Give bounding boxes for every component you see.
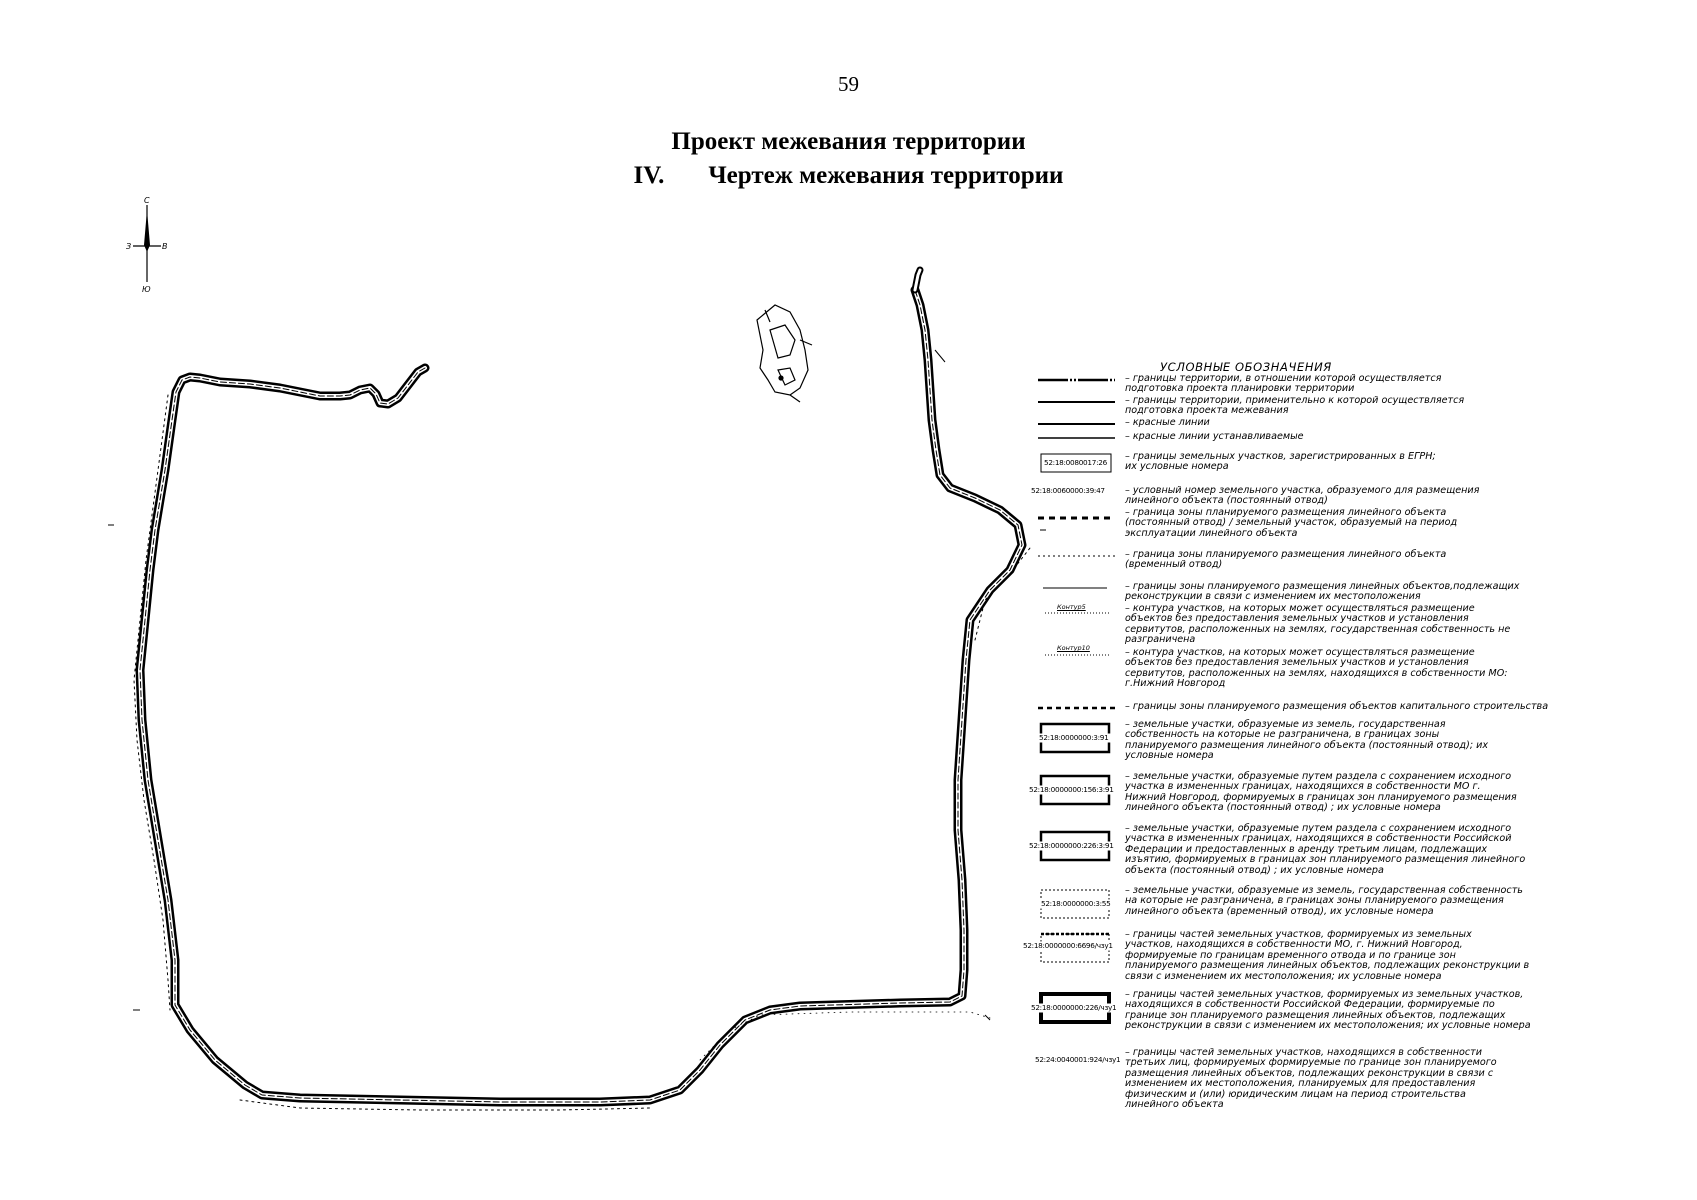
- legend-text: – границы зоны планируемого размещения линейных объектов,подлежащих реконструкции в связи с изменением их местоположения: [1125, 581, 1520, 603]
- legend-title: УСЛОВНЫЕ ОБОЗНАЧЕНИЯ: [1160, 360, 1332, 374]
- legend-symbol-label: 52:18:0000000:156:3:91: [1029, 785, 1114, 794]
- legend-text: – красные линии устанавливаемые: [1125, 431, 1304, 442]
- compass-east-label: В: [162, 242, 168, 251]
- legend-symbol-label: Контур10: [1057, 644, 1090, 652]
- section-title: Чертеж межевания территории: [708, 162, 1064, 189]
- line-dash-dot-icon: [1035, 374, 1120, 386]
- legend-symbol-label: 52:18:0080017:26: [1044, 458, 1107, 467]
- line-dashed-icon: [1035, 702, 1120, 714]
- line-dotted-icon: [1035, 550, 1120, 562]
- legend-symbol-label: 52:18:0000000:226:3:91: [1029, 841, 1114, 850]
- legend-text: – границы частей земельных участков, формируемых из земельных участков, находящихся в собственности МО, г. Нижний Новгород, формируемые по границам временного отвода и по границе зон планируемого размещения линейных объектов, подлежащих реконструкции в связи с изменением их местоположения; их условные номера: [1125, 929, 1530, 982]
- legend-text: – границы частей земельных участков, находящихся в собственности третьих лиц, формируемых формируемые по границе зон планируемого размещения линейных объектов, подлежащих реконструкции в связи с изменением их местоположения, планируемых для предоставления физическим и (или) юридическим лицам на период строительства линейного объекта: [1125, 1047, 1497, 1111]
- legend-symbol-label: 52:18:0000000:3:55: [1041, 899, 1111, 908]
- compass-rose-icon: [126, 196, 168, 294]
- contour-line-icon: [1035, 648, 1120, 660]
- page-number: 59: [838, 72, 859, 96]
- contour-line-icon: [1035, 604, 1120, 616]
- line-thin-icon: [1035, 396, 1120, 408]
- compass-south-label: Ю: [142, 285, 151, 294]
- building-block: [757, 305, 812, 402]
- section-number: IV.: [633, 162, 665, 189]
- legend-text: – границы земельных участков, зарегистрированных в ЕГРН; их условные номера: [1125, 451, 1436, 473]
- legend-symbol-label: 52:24:0040001:924/чзу1: [1035, 1055, 1121, 1064]
- line-red-icon: [1035, 418, 1120, 430]
- legend-text: – красные линии: [1125, 417, 1210, 428]
- map-marks: [108, 350, 1046, 1020]
- legend-text: – контура участков, на которых может осуществляться размещение объектов без предоставления земельных участков и установления сервитутов, расположенных на землях, находящихся в собственности МО: г.Нижний Новгород: [1125, 647, 1508, 690]
- line-bold-dash-icon: [1035, 512, 1120, 524]
- compass-north-label: С: [144, 196, 150, 205]
- legend-text: – земельные участки, образуемые путем раздела с сохранением исходного участка в измененных границах, находящихся в собственности Российской Федерации и предоставленных в аренду третьим лицам, подлежащих изъятию, формируемых в границах зон планируемого размещения линейного объекта (постоянный отвод) ; их условные номера: [1125, 823, 1526, 876]
- line-red-established-icon: [1035, 432, 1120, 444]
- legend-text: – границы частей земельных участков, формируемых из земельных участков, находящихся в собственности Российской Федерации, формируемые по границе зон планируемого размещения линейных объектов, подлежащих реконструкции в связи с изменением их местоположения; их условные номера: [1125, 989, 1531, 1032]
- compass-west-label: З: [126, 242, 132, 251]
- legend-symbol-label: 52:18:0000000:226/чзу1: [1031, 1003, 1117, 1012]
- legend-text: – граница зоны планируемого размещения линейного объекта (временный отвод): [1125, 549, 1447, 571]
- legend-text: – граница зоны планируемого размещения линейного объекта (постоянный отвод) / земельный участок, образуемый на период эксплуатации линейного объекта: [1125, 507, 1458, 539]
- legend-text: – контура участков, на которых может осуществляться размещение объектов без предоставления земельных участков и установления сервитутов, расположенных на землях, государственная собственность не разграничена: [1125, 603, 1511, 646]
- legend-text: – земельные участки, образуемые путем раздела с сохранением исходного участка в измененных границах, находящихся в собственности МО г. Нижний Новгород, формируемых в границах зон планируемого размещения линейного объекта (постоянный отвод) ; их условные номера: [1125, 771, 1517, 814]
- legend-text: – условный номер земельного участка, образуемого для размещения линейного объекта (постоянный отвод): [1125, 485, 1480, 507]
- legend-symbol-label: 52:18:0000000:6696/чзу1: [1023, 941, 1113, 950]
- legend-text: – границы территории, в отношении которой осуществляется подготовка проекта планировки территории: [1125, 373, 1442, 395]
- legend-text: – границы зоны планируемого размещения объектов капитального строительства: [1125, 701, 1549, 712]
- legend-symbol-label: 52:18:0060000:39:47: [1031, 486, 1105, 495]
- territory-boundary: [134, 270, 1030, 1110]
- legend-text: – земельные участки, образуемые из земель, государственная собственность на которые не разграничена, в границах зоны планируемого размещения линейного объекта (временный отвод), их условные номера: [1125, 885, 1523, 917]
- legend-text: – земельные участки, образуемые из земель, государственная собственность на которые не разграничена, в границах зоны планируемого размещения линейного объекта (постоянный отвод); их условные номера: [1125, 719, 1489, 762]
- legend-symbol-label: Контур5: [1057, 603, 1086, 611]
- legend-symbol-label: 52:18:0000000:3:91: [1039, 733, 1109, 742]
- legend-text: – границы территории, применительно к которой осуществляется подготовка проекта межевания: [1125, 395, 1465, 417]
- line-thin-short-icon: [1035, 582, 1120, 594]
- document-title: Проект межевания территории: [671, 128, 1026, 155]
